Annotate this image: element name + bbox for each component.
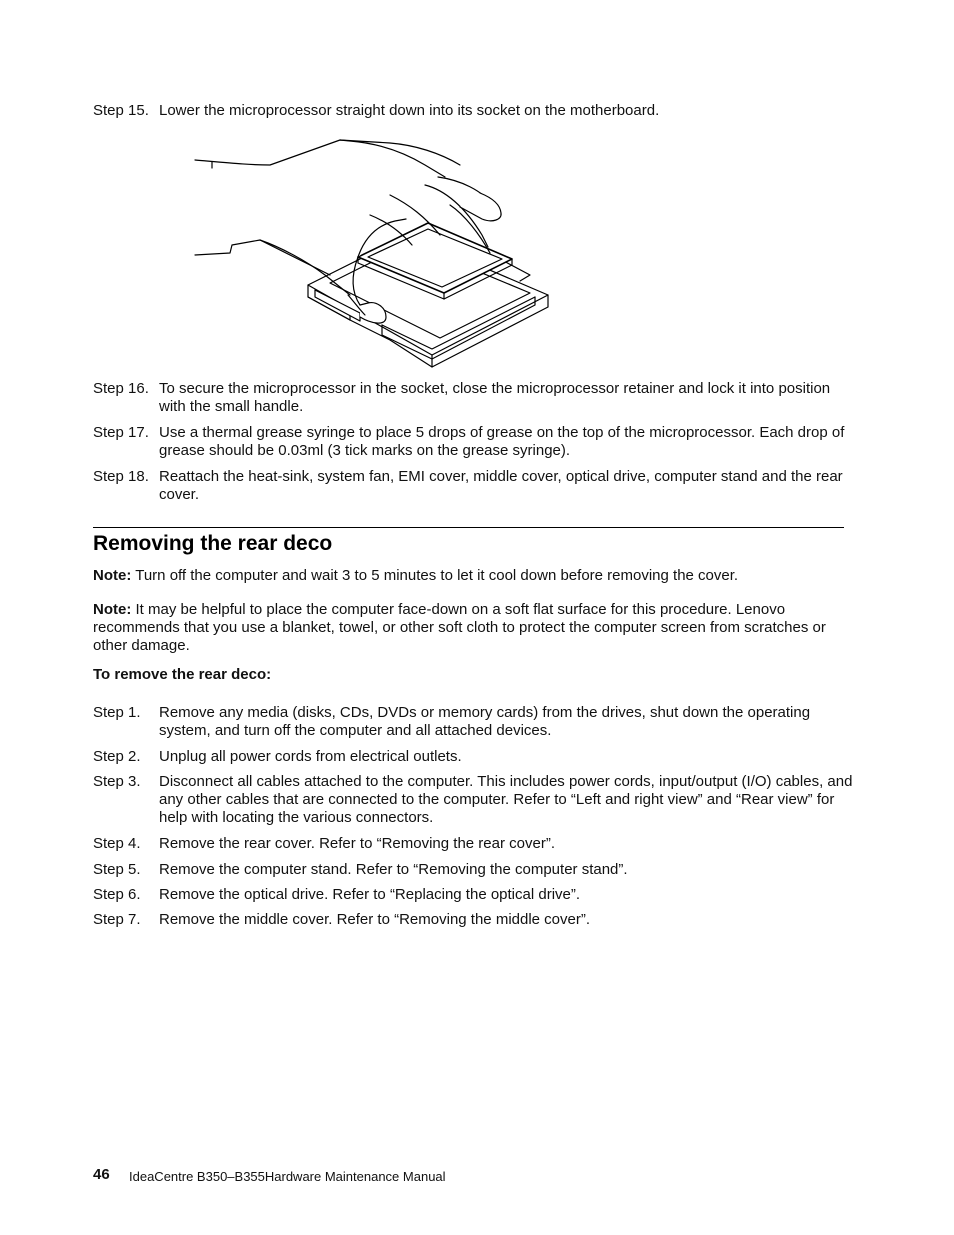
step-17: [93, 424, 853, 460]
step-2: [93, 748, 853, 766]
step-text: To secure the microprocessor in the socket, close the microprocessor retainer and lock it into position with the small handle.: [159, 380, 831, 415]
step-text: Remove the computer stand. Refer to “Removing the computer stand”.: [159, 861, 628, 878]
step-5: [93, 861, 853, 879]
step-15: [93, 102, 853, 120]
step-label: Step 5.: [93, 861, 141, 878]
step-text: Use a thermal grease syringe to place 5 drops of grease on the top of the microprocessor. Each drop of grease should be 0.03ml (3 tick marks on the grease syringe).: [159, 424, 845, 459]
hand-microprocessor-socket-illustration: [190, 135, 555, 370]
step-6: [93, 886, 853, 904]
note-2: [93, 601, 848, 655]
note-text: It may be helpful to place the computer face-down on a soft flat surface for this procedure. Lenovo recommends that you use a blanket, towel, or other soft cloth to protect the computer screen from scratches or other damage.: [93, 601, 826, 654]
step-text: Remove the middle cover. Refer to “Removing the middle cover”.: [159, 911, 591, 928]
section-heading: Removing the rear deco: [93, 532, 333, 555]
step-text: Remove any media (disks, CDs, DVDs or memory cards) from the drives, shut down the operating system, and turn off the computer and all attached devices.: [159, 704, 811, 739]
step-text: Lower the microprocessor straight down into its socket on the motherboard.: [159, 102, 660, 119]
step-label: Step 17.: [93, 424, 149, 441]
section-divider: [93, 527, 844, 528]
step-1: [93, 704, 853, 740]
step-label: Step 6.: [93, 886, 141, 903]
step-label: Step 18.: [93, 468, 149, 485]
page-number: 46: [93, 1166, 110, 1183]
step-text: Disconnect all cables attached to the computer. This includes power cords, input/output (I/O) cables, and any other cables that are connected to the computer. Refer to “Left and right view” and “Rear view” for help with locating the various connectors.: [159, 773, 853, 826]
note-1: [93, 567, 848, 585]
step-4: [93, 835, 853, 853]
step-label: Step 4.: [93, 835, 141, 852]
step-label: Step 1.: [93, 704, 141, 721]
note-text: Turn off the computer and wait 3 to 5 minutes to let it cool down before removing the cover.: [135, 567, 739, 584]
step-text: Remove the rear cover. Refer to “Removing the rear cover”.: [159, 835, 555, 852]
step-label: Step 16.: [93, 380, 149, 397]
step-text: Reattach the heat-sink, system fan, EMI cover, middle cover, optical drive, computer stand and the rear cover.: [159, 468, 843, 503]
step-label: Step 3.: [93, 773, 141, 790]
document-title: IdeaCentre B350–B355Hardware Maintenance Manual: [129, 1169, 446, 1184]
step-label: Step 15.: [93, 102, 149, 119]
step-18: [93, 468, 853, 504]
step-label: Step 7.: [93, 911, 141, 928]
step-label: Step 2.: [93, 748, 141, 765]
procedure-subheading: To remove the rear deco:: [93, 666, 272, 683]
step-text: Remove the optical drive. Refer to “Replacing the optical drive”.: [159, 886, 581, 903]
step-16: [93, 380, 853, 416]
note-label: Note:: [93, 601, 132, 618]
step-7: [93, 911, 853, 929]
note-label: Note:: [93, 567, 132, 584]
step-3: [93, 773, 853, 827]
step-text: Unplug all power cords from electrical outlets.: [159, 748, 462, 765]
